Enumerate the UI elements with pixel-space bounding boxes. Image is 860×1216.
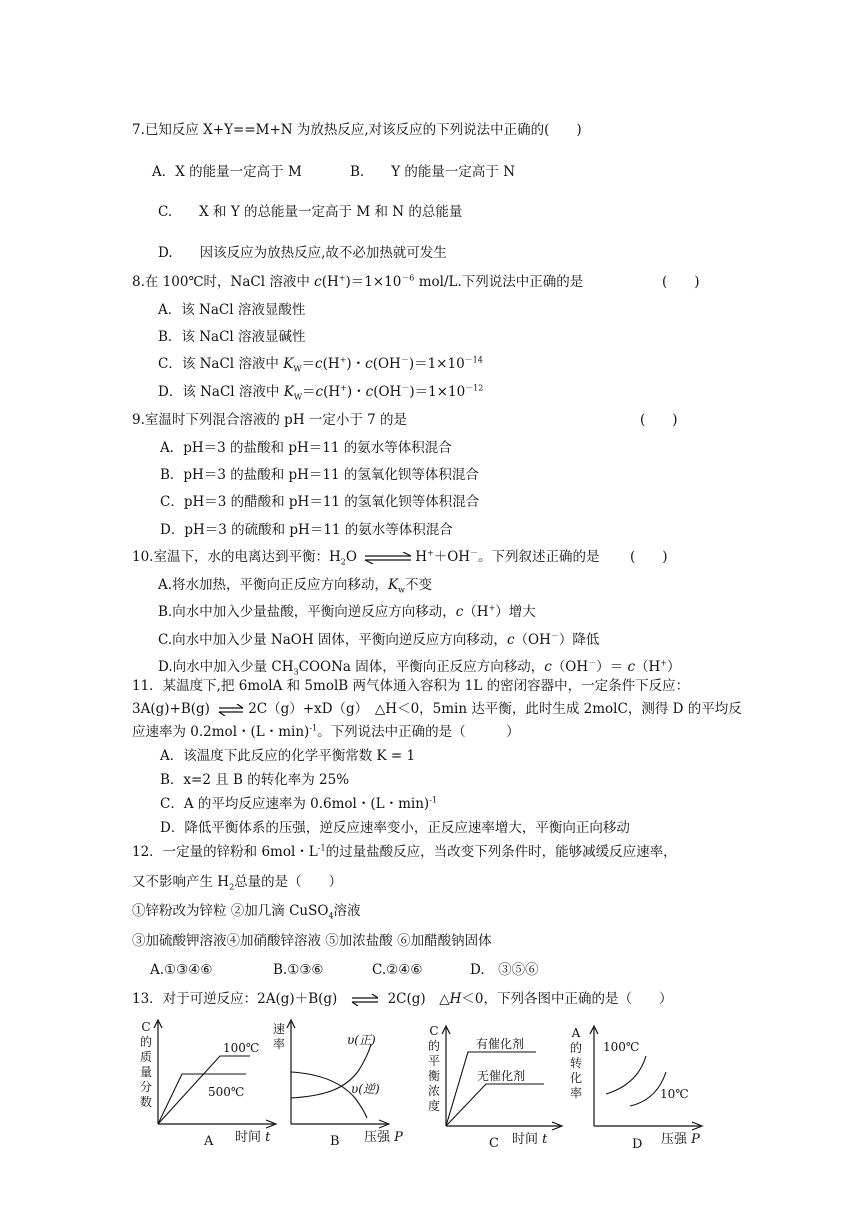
q8-option-d: D．该 NaCl 溶液中 $K_W=c(H^+)$・$c(OH^-)=1\times 10^{-12}$ bbox=[158, 383, 484, 402]
q12-line2: 又不影响产生 $H_2$总量的是（ ） bbox=[132, 874, 343, 892]
q7-stem: 7.已知反应 X+Y==M+N 为放热反应,对该反应的下列说法中正确的( ) bbox=[132, 122, 582, 138]
graph-b-caption: B bbox=[330, 1134, 340, 1149]
graph-c-label-no-catalyst: 无催化剂 bbox=[477, 1069, 526, 1083]
q8-option-c: C．该 NaCl 溶液中 $K_W=c(H^+)$・$c(OH^-)=1\times 10^{-14}$ bbox=[158, 355, 483, 374]
reversible-arrow-icon bbox=[217, 704, 245, 716]
graph-d-label-100c: 100℃ bbox=[603, 1040, 640, 1054]
q11-line1: 11．某温度下,把 6molA 和 5molB 两气体通入容积为 1L 的密闭容器中，一定条件下反应： bbox=[132, 678, 690, 694]
graph-d-curve-100c bbox=[606, 1056, 646, 1094]
q9-stem: 9.室温时下列混合溶液的 pH 一定小于 7 的是 bbox=[132, 412, 408, 428]
q12-line1: 12．一定量的锌粉和 6mol・$L^{-1}$的过量盐酸反应，当改变下列条件时，能够减缓反应速率， bbox=[132, 843, 677, 860]
graph-c-caption: C bbox=[489, 1136, 499, 1151]
q7-option-d: D. 因该反应为放热反应,故不必加热就可发生 bbox=[158, 245, 447, 261]
q8-option-b: B．该 NaCl 溶液显碱性 bbox=[158, 329, 306, 345]
graph-b-plot bbox=[283, 1018, 393, 1130]
graph-c-ylabel: C 的 平 衡 浓 度 bbox=[427, 1024, 440, 1113]
q9-answer-paren: ( ) bbox=[640, 412, 678, 428]
q10-option-d: D.向水中加入少量 $CH_3COONa$ 固体，平衡向正反应方向移动，c（OH－）＝ c（H+） bbox=[158, 658, 681, 677]
graph-d-label-10c: 10℃ bbox=[660, 1087, 689, 1101]
graph-b-xlabel: 压强 P bbox=[364, 1130, 403, 1145]
q12-conditions-2: ③加硫酸钾溶液④加硝酸锌溶液 ⑤加浓盐酸 ⑥加醋酸钠固体 bbox=[132, 933, 492, 949]
q12-option-a: A.①③④⑥ bbox=[150, 962, 213, 978]
q11-line2: 3A(g)+B(g) 2C（g）+xD（g） △H＜0，5min 达平衡，此时生成 2molC，测得 D 的平均反 bbox=[132, 701, 742, 717]
graph-a-curve-500c bbox=[158, 1074, 246, 1124]
q7-option-b: B. Y 的能量一定高于 N bbox=[350, 164, 516, 180]
graph-b-label-forward: υ(正) bbox=[347, 1033, 376, 1047]
graph-a-label-100c: 100℃ bbox=[223, 1041, 260, 1055]
graph-d-ylabel: A 的 转 化 率 bbox=[569, 1026, 582, 1100]
equilibrium-arrow-icon bbox=[363, 552, 413, 564]
graph-b-ylabel: 速 率 bbox=[272, 1022, 285, 1051]
graph-d-xlabel: 压强 P bbox=[661, 1132, 700, 1147]
graph-c-xlabel: 时间 t bbox=[512, 1132, 548, 1147]
q13-stem: 13．对于可逆反应：2A(g)＋B(g) 2C(g) △H＜0，下列各图中正确的是（ ） bbox=[132, 991, 673, 1007]
graph-a-ylabel: C 的 质 量 分 数 bbox=[139, 1020, 152, 1109]
q12-option-c: C.②④⑥ bbox=[372, 962, 423, 978]
graph-a-plot bbox=[150, 1018, 280, 1130]
q11-line3: 应速率为 0.2mol・(L・min)$^{-1}$。下列说法中正确的是（ ） bbox=[132, 723, 520, 740]
reversible-arrow-icon bbox=[350, 994, 380, 1006]
graph-c-curve-catalyst bbox=[446, 1052, 536, 1126]
graph-c-label-catalyst: 有催化剂 bbox=[476, 1037, 525, 1051]
q11-option-a: A．该温度下此反应的化学平衡常数 K = 1 bbox=[160, 748, 416, 764]
q10-option-a: A.将水加热，平衡向正反应方向移动，$K_w$不变 bbox=[158, 577, 432, 595]
q11-option-d: D．降低平衡体系的压强，逆反应速率变小，正反应速率增大，平衡向正向移动 bbox=[160, 820, 630, 836]
q10-stem: 10.室温下，水的电离达到平衡：$H_2O$ H+＋OH－。下列叙述正确的是 bbox=[132, 548, 600, 567]
graph-b-label-reverse: υ(逆) bbox=[351, 1082, 380, 1096]
q9-option-a: A．pH＝3 的盐酸和 pH＝11 的氨水等体积混合 bbox=[160, 440, 452, 456]
q9-option-b: B．pH＝3 的盐酸和 pH＝11 的氢氧化钡等体积混合 bbox=[160, 467, 479, 483]
q8-stem: 8.在 100℃时，NaCl 溶液中 $c(H^+)=1\times 10^{-6}$ mol/L.下列说法中正确的是 bbox=[132, 273, 584, 290]
graph-d-caption: D bbox=[632, 1137, 643, 1152]
q10-answer-paren: ( ) bbox=[630, 549, 668, 565]
graph-a-label-500c: 500℃ bbox=[208, 1085, 245, 1099]
q9-option-d: D．pH＝3 的硫酸和 pH＝11 的氨水等体积混合 bbox=[160, 522, 453, 538]
q12-option-d: D. ③⑤⑥ bbox=[470, 962, 539, 978]
q11-option-b: B．x=2 且 B 的转化率为 25% bbox=[160, 772, 350, 788]
q8-answer-paren: ( ) bbox=[662, 274, 700, 290]
q12-conditions-1: ①锌粉改为锌粒 ②加几滴 CuSO$_4$溶液 bbox=[132, 903, 361, 921]
q7-option-c: C. X 和 Y 的总能量一定高于 M 和 N 的总能量 bbox=[158, 204, 463, 220]
graph-a-caption: A bbox=[204, 1134, 214, 1149]
graph-c-curve-no-catalyst bbox=[446, 1084, 544, 1126]
graph-a-xlabel: 时间 t bbox=[235, 1130, 271, 1145]
q11-option-c: C．A 的平均反应速率为 0.6mol・(L・min)$^{-1}$ bbox=[160, 795, 437, 812]
q8-option-a: A．该 NaCl 溶液显酸性 bbox=[158, 302, 306, 318]
q10-option-c: C.向水中加入少量 NaOH 固体，平衡向逆反应方向移动，c（OH－）降低 bbox=[158, 631, 600, 648]
q10-option-b: B.向水中加入少量盐酸，平衡向逆反应方向移动，c（H+）增大 bbox=[158, 603, 536, 620]
q9-option-c: C．pH＝3 的醋酸和 pH＝11 的氢氧化钡等体积混合 bbox=[160, 494, 480, 510]
q12-option-b: B.①③⑥ bbox=[273, 962, 324, 978]
q7-option-a: A．X 的能量一定高于 M bbox=[152, 164, 302, 180]
